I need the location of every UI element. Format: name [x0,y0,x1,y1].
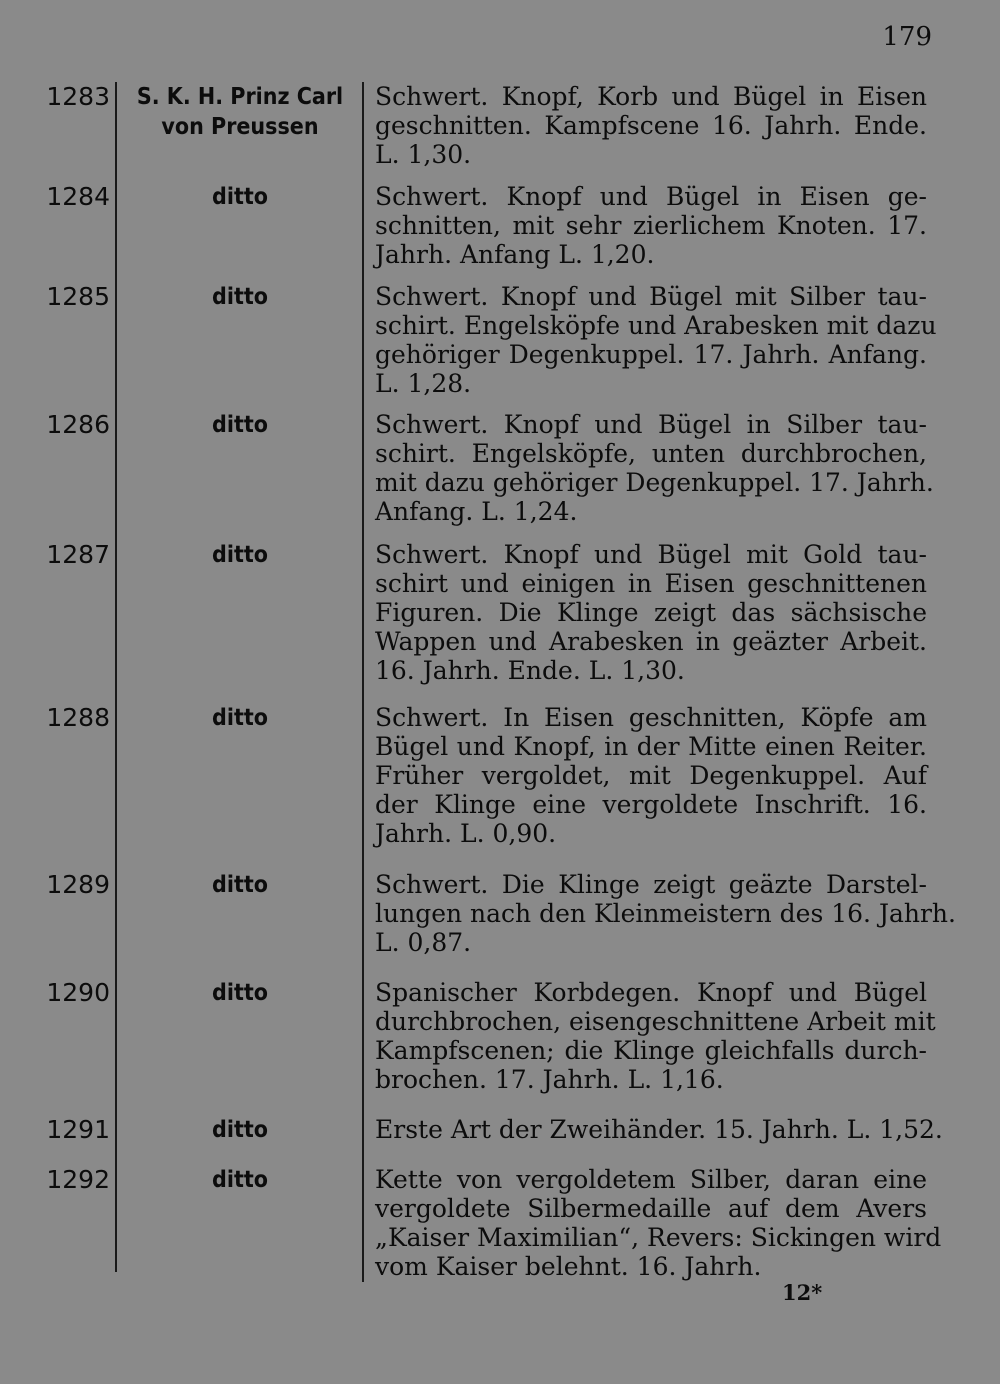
entry-owner [120,410,360,440]
entry-description [375,703,927,848]
entry-number: 1287 [46,540,110,569]
description-line: schnitten, mit sehr zierlichem Knoten. 17. [375,211,927,240]
entry-description [375,182,927,269]
entry-owner [120,282,360,312]
entry-owner [120,1165,360,1195]
description-line: Anfang. L. 1,24. [375,497,578,526]
entry-description [375,870,956,957]
owner-line: ditto [212,542,268,568]
entry-description [375,1115,943,1144]
owner-line: ditto [212,412,268,438]
description-line: Jahrh. Anfang L. 1,20. [375,240,655,269]
signature-mark: 12* [782,1280,823,1305]
description-line: schirt und einigen in Eisen geschnittenen [375,569,927,598]
entry-description [375,282,937,398]
description-line: Schwert. Knopf und Bügel in Eisen ge- [375,182,927,211]
entry-number: 1284 [46,182,110,211]
entry-number: 1292 [46,1165,110,1194]
description-line: Schwert. Knopf und Bügel mit Silber tau- [375,282,927,311]
description-line: Spanischer Korbdegen. Knopf und Bügel [375,978,927,1007]
owner-line: ditto [212,705,268,731]
entry-owner [120,1115,360,1145]
entry-owner [120,182,360,212]
entry-number: 1291 [46,1115,110,1144]
description-line: gehöriger Degenkuppel. 17. Jahrh. Anfang. [375,340,927,369]
owner-line: ditto [212,184,268,210]
description-line: Schwert. Knopf und Bügel mit Gold tau- [375,540,927,569]
owner-line: ditto [212,872,268,898]
owner-line: ditto [212,1167,268,1193]
owner-line: von Preussen [161,114,319,140]
page-number: 179 [882,22,932,52]
entry-owner [120,703,360,733]
entry-number: 1289 [46,870,110,899]
entry-owner [120,978,360,1008]
description-line: Schwert. In Eisen geschnitten, Köpfe am [375,703,927,732]
description-line: durchbrochen, eisengeschnittene Arbeit mit [375,1007,936,1036]
description-line: 16. Jahrh. Ende. L. 1,30. [375,656,685,685]
description-line: lungen nach den Kleinmeistern des 16. Jahrh. [375,899,956,928]
description-line: geschnitten. Kampfscene 16. Jahrh. Ende. [375,111,927,140]
description-line: schirt. Engelsköpfe und Arabesken mit dazu [375,311,937,340]
column-rule-middle [362,82,364,1282]
owner-line: ditto [212,980,268,1006]
description-line: „Kaiser Maximilian“, Revers: Sickingen wird [375,1223,942,1252]
description-line: Schwert. Knopf und Bügel in Silber tau- [375,410,927,439]
description-line: vom Kaiser belehnt. 16. Jahrh. [375,1252,762,1281]
description-line: Kampfscenen; die Klinge gleichfalls durch- [375,1036,927,1065]
description-line: vergoldete Silbermedaille auf dem Avers [375,1194,927,1223]
description-line: L. 0,87. [375,928,472,957]
entry-owner [120,540,360,570]
description-line: Schwert. Knopf, Korb und Bügel in Eisen [375,82,927,111]
description-line: brochen. 17. Jahrh. L. 1,16. [375,1065,724,1094]
column-rule-left [115,82,117,1272]
entry-number: 1285 [46,282,110,311]
description-line: Früher vergoldet, mit Degenkuppel. Auf [375,761,927,790]
entry-owner [120,82,360,142]
entry-number: 1286 [46,410,110,439]
entry-description [375,410,934,526]
description-line: Wappen und Arabesken in geäzter Arbeit. [375,627,927,656]
description-line: der Klinge eine vergoldete Inschrift. 16. [375,790,927,819]
description-line: mit dazu gehöriger Degenkuppel. 17. Jahrh. [375,468,934,497]
entry-number: 1288 [46,703,110,732]
owner-line: ditto [212,284,268,310]
entry-number: 1290 [46,978,110,1007]
description-line: Schwert. Die Klinge zeigt geäzte Darstel- [375,870,927,899]
entry-description [375,978,936,1094]
entry-description [375,82,927,169]
entry-description [375,1165,942,1281]
description-line: Figuren. Die Klinge zeigt das sächsische [375,598,927,627]
description-line: Bügel und Knopf, in der Mitte einen Reiter. [375,732,927,761]
description-line: schirt. Engelsköpfe, unten durchbrochen, [375,439,927,468]
entry-owner [120,870,360,900]
owner-line: ditto [212,1117,268,1143]
entry-description [375,540,927,685]
description-line: Kette von vergoldetem Silber, daran eine [375,1165,927,1194]
entry-number: 1283 [46,82,110,111]
description-line: Jahrh. L. 0,90. [375,819,557,848]
owner-line: S. K. H. Prinz Carl [136,84,344,110]
description-line: L. 1,30. [375,140,472,169]
description-line: Erste Art der Zweihänder. 15. Jahrh. L. 1,52. [375,1115,943,1144]
description-line: L. 1,28. [375,369,472,398]
